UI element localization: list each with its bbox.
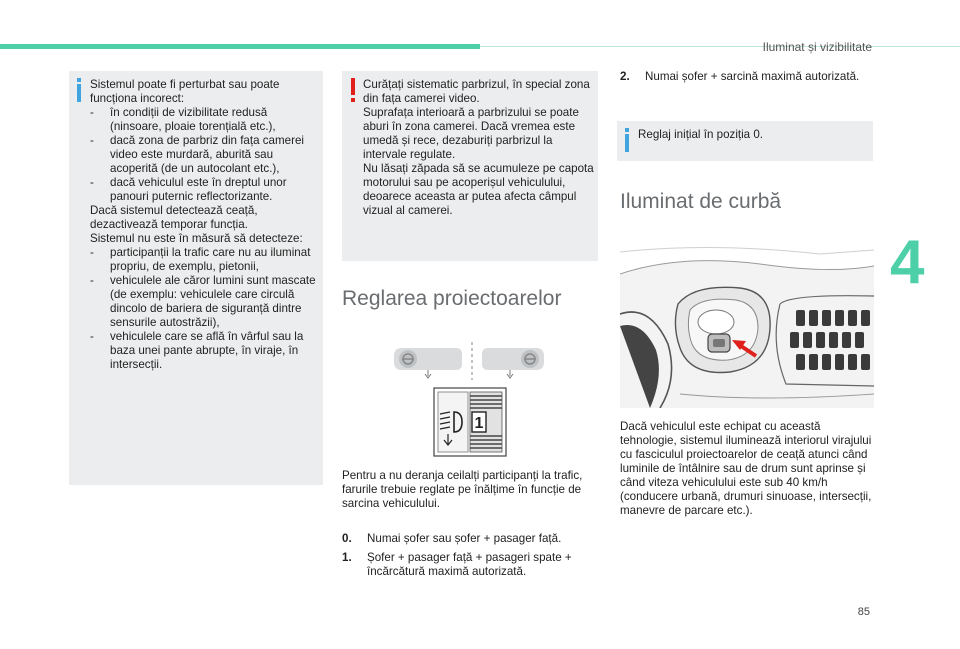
item-text: Numai șofer sau șofer + pasager față. [367,532,562,545]
item-number: 1. [342,551,352,564]
warning-text: Curățați sistematic parbrizul, în special zona din fața camerei video. [363,78,590,105]
info-box-initial-setting [617,121,873,161]
list-item: - dacă vehiculul este în dreptul unor panouri puternic reflectorizante. [90,176,319,204]
info-text: Sistemul nu este în măsură să detecteze: [90,232,303,245]
info-text: Reglaj inițial în poziția 0. [638,128,764,141]
heading-cornering-light: Iluminat de curbă [620,190,782,213]
headlamp-dial [434,388,506,456]
warning-box-camera [342,71,598,261]
page-number: 85 [857,606,870,618]
list-item [342,532,600,546]
header-accent-bar [0,44,480,49]
list-item: - vehiculele ale căror lumini sunt mascate (de exemplu: vehiculele care circulă dincolo de bariera de siguranță dintre sensurile autostrăzii), [90,274,319,330]
warning-icon [351,78,355,102]
item-text: Numai șofer + sarcină maximă autorizată. [645,70,860,83]
info-icon [625,128,629,152]
warning-text: Nu lăsați zăpada să se acumuleze pe capota motorului sau pe acoperișul vehiculului, deoarece aceasta ar putea afecta câmpul vizual al camerei. [363,162,594,217]
list-item [342,551,600,579]
cornering-light-description: Dacă vehiculul este echipat cu această tehnologie, sistemul iluminează interiorul virajului cu fasciculul proiectoarelor de ceață atunci când luminile de întâlnire sau de drum sunt aprinse și când viteza vehiculului este sub 40 km/h (conducere urbană, drumuri sinuoase, intersecții, manevre de parcare etc.). [620,420,872,517]
item-number: 0. [342,532,352,545]
headlamp-adjust-figure [392,340,546,458]
heading-headlamp-adjustment: Reglarea proiectoarelor [342,287,562,310]
item-text: Șofer + pasager față + pasageri spate + încărcătură maximă autorizată. [367,551,572,578]
warning-text: Suprafața interioară a parbrizului se poate aburi în zona camerei. Dacă vremea este umedă și rece, dezaburiți parbrizul la intervale regulate. [363,106,579,161]
low-beam-illustration [394,348,462,378]
list-item: - dacă zona de parbriz din fața camerei video este murdară, aburită sau acoperită (de un autocolant etc.), [90,134,319,176]
info-text: Sistemul poate fi perturbat sau poate funcționa incorect: [90,78,280,105]
info-box-limitations [69,71,323,485]
info-text: Dacă sistemul detectează ceață, dezactivează temporar funcția. [90,204,258,231]
list-item: - în condiții de vizibilitate redusă (ninsoare, ploaie torențială etc.), [90,106,319,134]
list-item [620,70,874,84]
item-number: 2. [620,70,630,83]
headlamp-intro: Pentru a nu deranja ceilalți participanți la trafic, farurile trebuie reglate pe înălțime în funcție de sarcina vehiculului. [342,469,583,510]
header-rule [480,46,960,47]
cornering-light-figure [620,244,874,408]
high-beam-illustration [482,348,544,378]
list-item: - vehiculele care se află în vârful sau la baza unei pante abrupte, în viraje, în intersecții. [90,330,319,372]
list-item: - participanții la trafic care nu au iluminat propriu, de exemplu, pietonii, [90,246,319,274]
info-icon [77,78,81,102]
dial-position-label: 1 [474,415,484,432]
chapter-number: 4 [890,228,925,297]
section-title: Iluminat și vizibilitate [762,40,872,54]
